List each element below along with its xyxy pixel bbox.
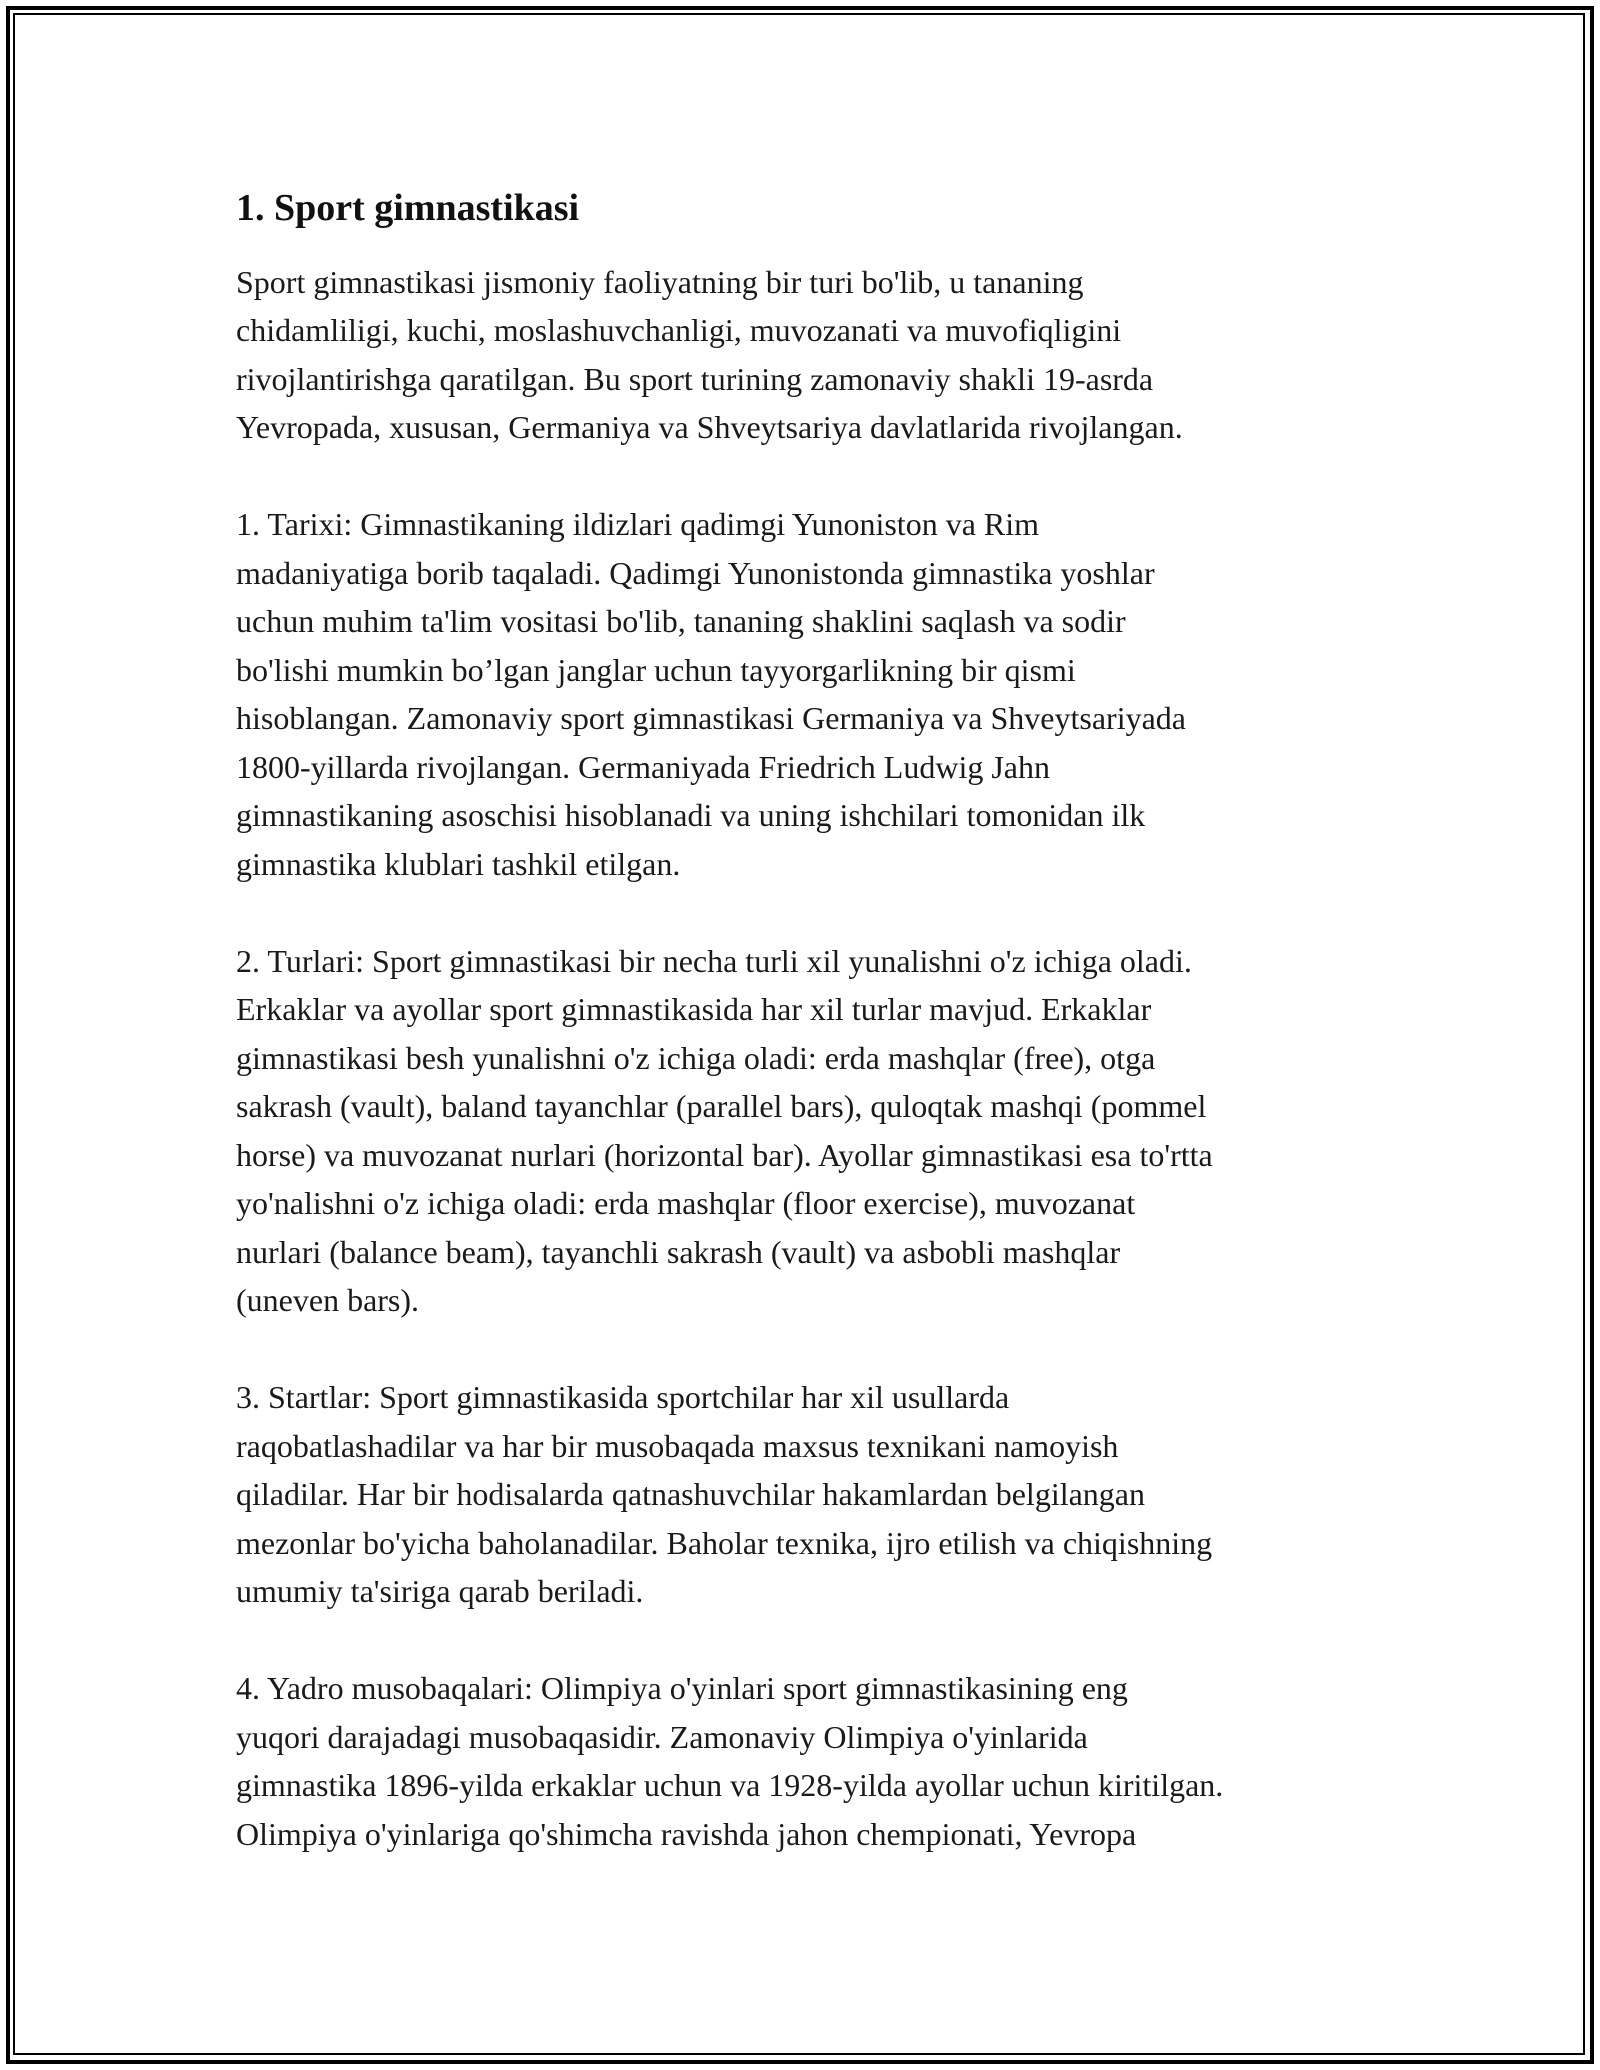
- text-line: yuqori darajadagi musobaqasidir. Zamonaviy Olimpiya o'yinlarida: [236, 1718, 1088, 1755]
- text-line: horse) va muvozanat nurlari (horizontal bar). Ayollar gimnastikasi esa to'rtta: [236, 1136, 1213, 1173]
- text-line: mezonlar bo'yicha baholanadilar. Baholar texnika, ijro etilish va chiqishning: [236, 1524, 1213, 1561]
- text-line: gimnastika klublari tashkil etilgan.: [236, 845, 681, 882]
- text-line: 3. Startlar: Sport gimnastikasida sportchilar har xil usullarda: [236, 1379, 1010, 1416]
- paragraph-history: [236, 500, 1396, 888]
- text-line: hisoblangan. Zamonaviy sport gimnastikasi Germaniya va Shveytsariyada: [236, 700, 1186, 737]
- text-line: Olimpiya o'yinlariga qo'shimcha ravishda jahon chempionati, Yevropa: [236, 1815, 1137, 1852]
- text-line: chidamliligi, kuchi, moslashuvchanligi, muvozanati va muvofiqligini: [236, 312, 1122, 349]
- paragraph-competitions: [236, 1664, 1396, 1858]
- text-line: madaniyatiga borib taqaladi. Qadimgi Yunonistonda gimnastika yoshlar: [236, 554, 1155, 591]
- document-body: [236, 186, 1396, 1907]
- text-line: 2. Turlari: Sport gimnastikasi bir necha turli xil yunalishni o'z ichiga oladi.: [236, 942, 1192, 979]
- text-line: rivojlantirishga qaratilgan. Bu sport turining zamonaviy shakli 19-asrda: [236, 360, 1154, 397]
- paragraph-types: [236, 937, 1396, 1325]
- text-line: gimnastikasi besh yunalishni o'z ichiga oladi: erda mashqlar (free), otga: [236, 1039, 1156, 1076]
- text-line: bo'lishi mumkin bo’lgan janglar uchun tayyorgarlikning bir qismi: [236, 651, 1076, 688]
- text-line: uchun muhim ta'lim vositasi bo'lib, tananing shaklini saqlash va sodir: [236, 603, 1126, 640]
- document-title: 1. Sport gimnastikasi: [236, 187, 580, 229]
- text-line: gimnastika 1896-yilda erkaklar uchun va 1928-yilda ayollar uchun kiritilgan.: [236, 1767, 1224, 1804]
- text-line: umumiy ta'siriga qarab beriladi.: [236, 1573, 644, 1610]
- text-line: raqobatlashadilar va har bir musobaqada maxsus texnikani namoyish: [236, 1427, 1119, 1464]
- text-line: sakrash (vault), baland tayanchlar (parallel bars), quloqtak mashqi (pommel: [236, 1088, 1207, 1125]
- text-line: Yevropada, xususan, Germaniya va Shveytsariya davlatlarida rivojlangan.: [236, 409, 1183, 446]
- text-line: (uneven bars).: [236, 1282, 420, 1319]
- paragraph-intro: [236, 258, 1396, 452]
- text-line: 1. Tarixi: Gimnastikaning ildizlari qadimgi Yunoniston va Rim: [236, 506, 1040, 543]
- text-line: nurlari (balance beam), tayanchli sakrash (vault) va asbobli mashqlar: [236, 1233, 1121, 1270]
- paragraph-starts: [236, 1373, 1396, 1616]
- text-line: gimnastikaning asoschisi hisoblanadi va uning ishchilari tomonidan ilk: [236, 797, 1146, 834]
- text-line: Sport gimnastikasi jismoniy faoliyatning bir turi bo'lib, u tananing: [236, 263, 1084, 300]
- text-line: qiladilar. Har bir hodisalarda qatnashuvchilar hakamlardan belgilangan: [236, 1476, 1145, 1513]
- text-line: 1800-yillarda rivojlangan. Germaniyada Friedrich Ludwig Jahn: [236, 748, 1050, 785]
- text-line: Erkaklar va ayollar sport gimnastikasida har xil turlar mavjud. Erkaklar: [236, 991, 1152, 1028]
- text-line: 4. Yadro musobaqalari: Olimpiya o'yinlari sport gimnastikasining eng: [236, 1670, 1128, 1707]
- text-line: yo'nalishni o'z ichiga oladi: erda mashqlar (floor exercise), muvozanat: [236, 1185, 1136, 1222]
